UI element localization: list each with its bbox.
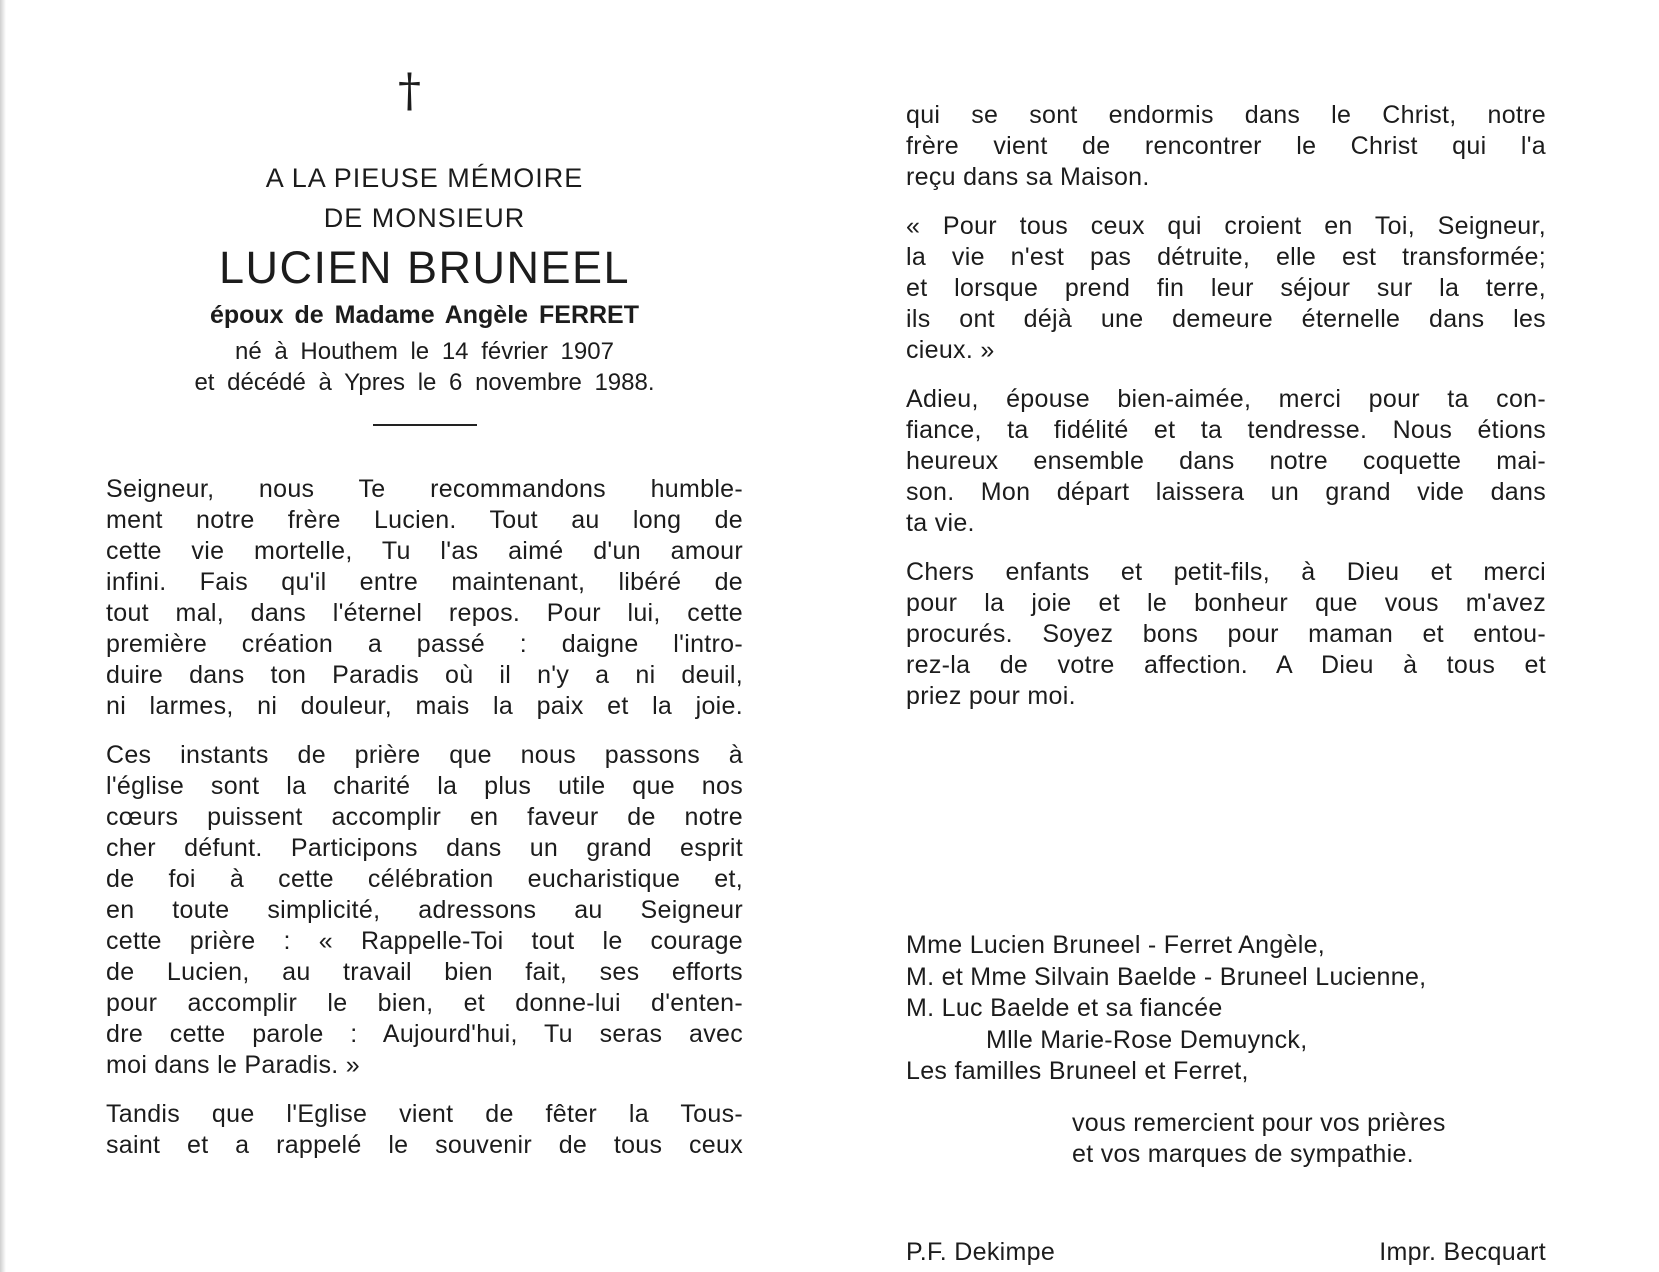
- text-line: saint et a rappelé le souvenir de tous ceux: [106, 1131, 743, 1159]
- death-line: et décédé à Ypres le 6 novembre 1988.: [194, 369, 655, 396]
- text-line: pour accomplir le bien, et donne-lui d'enten-: [106, 989, 743, 1017]
- text-line: ils ont déjà une demeure éternelle dans les: [906, 305, 1546, 333]
- text-line: la vie n'est pas détruite, elle est transformée;: [906, 243, 1546, 271]
- text-line: infini. Fais qu'il entre maintenant, libéré de: [106, 568, 743, 596]
- text-line: cette vie mortelle, Tu l'as aimé d'un amour: [106, 537, 743, 565]
- text-line: duire dans ton Paradis où il n'y a ni deuil,: [106, 661, 743, 689]
- thanks-block: [906, 1108, 1546, 1171]
- left-column: [106, 60, 743, 1179]
- text-line: Chers enfants et petit-fils, à Dieu et merci: [906, 558, 1546, 586]
- text-line: fiance, ta fidélité et ta tendresse. Nous étions: [906, 416, 1546, 444]
- separator-rule: [373, 424, 477, 426]
- family-line: Les familles Bruneel et Ferret,: [906, 1057, 1249, 1085]
- text-line: Ces instants de prière que nous passons à: [106, 741, 743, 769]
- text-line: procurés. Soyez bons pour maman et entou-: [906, 620, 1546, 648]
- text-line: Seigneur, nous Te recommandons humble-: [106, 475, 743, 503]
- birth-line: né à Houthem le 14 février 1907: [235, 338, 614, 365]
- text-line: l'église sont la charité la plus utile que nos: [106, 772, 743, 800]
- text-line: son. Mon départ laissera un grand vide dans: [906, 478, 1546, 506]
- text-line: Tandis que l'Eglise vient de fêter la Tous-: [106, 1100, 743, 1128]
- text-line: cette prière : « Rappelle-Toi tout le courage: [106, 927, 743, 955]
- right-paragraph-4: [906, 557, 1546, 712]
- left-paragraph-1: [106, 474, 743, 722]
- text-line: pour la joie et le bonheur que vous m'avez: [906, 589, 1546, 617]
- family-list: [906, 930, 1546, 1088]
- text-line: de foi à cette célébration eucharistique et,: [106, 865, 743, 893]
- text-line: cœurs puissent accomplir en faveur de notre: [106, 803, 743, 831]
- memorial-heading-line1: A LA PIEUSE MÉMOIRE: [265, 163, 584, 193]
- spouse-line: époux de Madame Angèle FERRET: [209, 301, 640, 329]
- family-line: M. Luc Baelde et sa fiancée: [906, 994, 1223, 1022]
- left-paragraph-3: [106, 1099, 743, 1161]
- family-line: Mlle Marie-Rose Demuynck,: [986, 1025, 1308, 1054]
- text-line: et lorsque prend fin leur séjour sur la terre,: [906, 274, 1546, 302]
- right-paragraph-2: [906, 211, 1546, 366]
- right-column: [906, 100, 1546, 1171]
- text-line: frère vient de rencontrer le Christ qui l'a: [906, 132, 1546, 160]
- text-line: cieux. »: [906, 336, 995, 364]
- text-line: Adieu, épouse bien-aimée, merci pour ta con-: [906, 385, 1546, 413]
- text-line: ta vie.: [906, 509, 975, 537]
- thanks-line: vous remercient pour vos prières: [1072, 1108, 1446, 1137]
- funeral-director: P.F. Dekimpe: [906, 1238, 1056, 1266]
- text-line: en toute simplicité, adressons au Seigneur: [106, 896, 743, 924]
- text-line: dre cette parole : Aujourd'hui, Tu seras avec: [106, 1020, 743, 1048]
- text-line: moi dans le Paradis. »: [106, 1051, 360, 1079]
- deceased-name: LUCIEN BRUNEEL: [218, 242, 631, 293]
- text-line: reçu dans sa Maison.: [906, 163, 1150, 191]
- thanks-line: et vos marques de sympathie.: [1072, 1140, 1414, 1168]
- right-paragraph-3: [906, 384, 1546, 539]
- text-line: ni larmes, ni douleur, mais la paix et la joie.: [106, 692, 743, 720]
- memorial-heading-line2: DE MONSIEUR: [323, 203, 526, 233]
- text-line: cher défunt. Participons dans un grand esprit: [106, 834, 743, 862]
- text-line: ment notre frère Lucien. Tout au long de: [106, 506, 743, 534]
- text-line: heureux ensemble dans notre coquette mai-: [906, 447, 1546, 475]
- text-line: tout mal, dans l'éternel repos. Pour lui, cette: [106, 599, 743, 627]
- text-line: « Pour tous ceux qui croient en Toi, Seigneur,: [906, 212, 1546, 240]
- text-line: de Lucien, au travail bien fait, ses efforts: [106, 958, 743, 986]
- family-line: Mme Lucien Bruneel - Ferret Angèle,: [906, 931, 1326, 959]
- text-line: priez pour moi.: [906, 682, 1076, 710]
- family-line: M. et Mme Silvain Baelde - Bruneel Lucienne,: [906, 962, 1427, 991]
- cross-icon: †: [398, 63, 421, 117]
- text-line: première création a passé : daigne l'intro-: [106, 630, 743, 658]
- text-line: rez-la de votre affection. A Dieu à tous et: [906, 651, 1546, 679]
- printer-credit: Impr. Becquart: [1379, 1238, 1546, 1266]
- right-paragraph-1: [906, 100, 1546, 193]
- left-paragraph-2: [106, 740, 743, 1081]
- text-line: qui se sont endormis dans le Christ, notre: [906, 101, 1546, 129]
- card-edge-shadow: [0, 0, 6, 1272]
